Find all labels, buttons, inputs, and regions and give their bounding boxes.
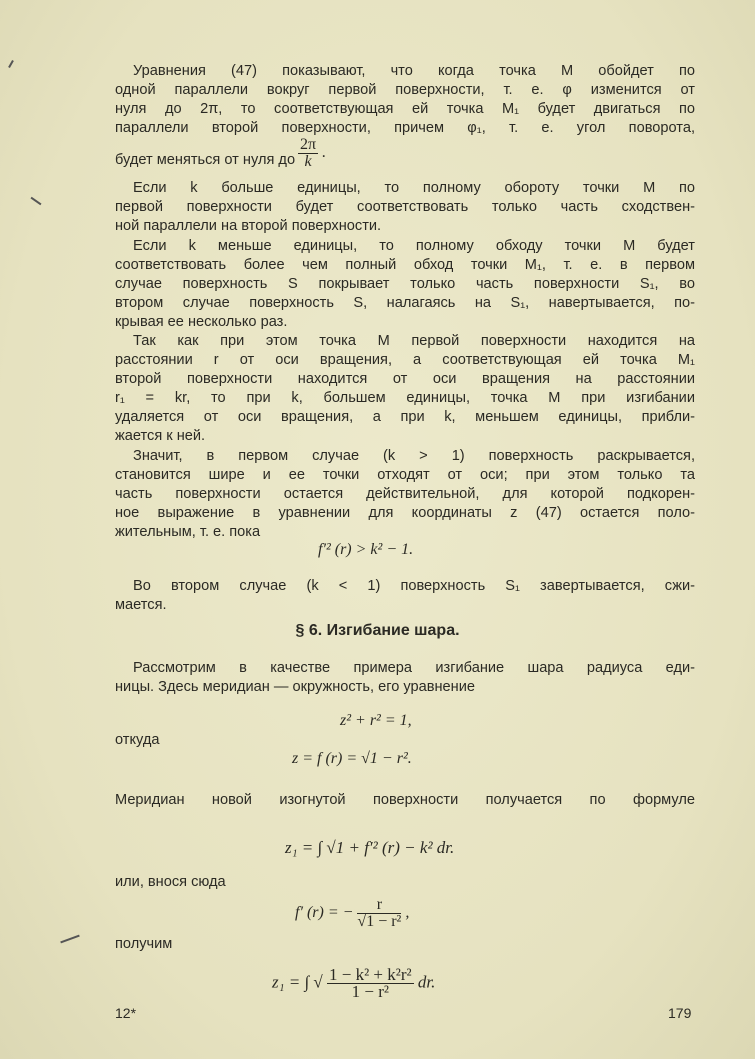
fraction-2pi-over-k (298, 137, 326, 170)
page-number: 179 (668, 1005, 692, 1021)
text-line: Уравнения (47) показывают, что когда точка M обойдет по (133, 63, 695, 79)
fraction-numerator: 2π (300, 136, 317, 153)
formula-z1-final (272, 967, 435, 1000)
formula-inequality: f′² (r) > k² − 1. (318, 541, 414, 558)
fraction-denominator: √1 − r² (357, 913, 402, 930)
text-line: первой поверхности будет соответствовать только часть сходствен- (115, 199, 695, 215)
fraction-numerator: r (357, 897, 401, 914)
fraction-numerator: 1 − k² + k²r² (328, 965, 412, 984)
text-line: часть поверхности остается действительной, для которой подкорен- (115, 486, 695, 502)
formula-z1: z₁ = ∫ √1 + f′² (r) − k² dr. (285, 838, 455, 857)
text-line: Рассмотрим в качестве примера изгибание шара радиуса еди- (133, 660, 695, 676)
text-line: становится шире и ее точки отходят от оси; при этом только та (115, 467, 695, 483)
text-line: ное выражение в уравнении для координаты z (47) остается поло- (115, 505, 695, 521)
fraction-denominator: k (304, 153, 312, 170)
text-line: Так как при этом точка M первой поверхности находится на (133, 333, 695, 349)
section-heading: § 6. Изгибание шара. (295, 622, 460, 639)
formula-tail: dr. (417, 972, 436, 992)
text-line: Во втором случае (k < 1) поверхность S₁ завертывается, сжи- (133, 578, 695, 594)
text-line: ной параллели на второй поверхности. (115, 218, 382, 234)
formula-lhs: z₁ = ∫ √ (272, 972, 323, 992)
formula-z: z = f (r) = √1 − r². (292, 750, 412, 767)
text-line: ницы. Здесь меридиан — окружность, его уравнение (115, 679, 475, 695)
text-line: параллели второй поверхности, причем φ₁, т. е. угол поворота, (115, 120, 695, 136)
text-line: Если k меньше единицы, то полному обходу точки M будет (133, 238, 695, 254)
text-line: Меридиан новой изогнутой поверхности получается по формуле (115, 792, 695, 808)
text-line: расстоянии r от оси вращения, а соответствующая ей точка M₁ (115, 352, 695, 368)
formula-sphere: z² + r² = 1, (340, 712, 412, 729)
formula-tail: , (405, 904, 410, 922)
formula-derivative (295, 897, 409, 930)
text-line: жается к ней. (115, 428, 206, 444)
text-line: будет меняться от нуля до (115, 152, 296, 168)
text-line: откуда (115, 732, 160, 748)
text-line: втором случае поверхность S, налагаясь на S₁, навертывается, по- (115, 295, 695, 311)
text-line: нуля до 2π, то соответствующая ей точка M₁ будет двигаться по (115, 101, 695, 117)
text-line: соответствовать более чем полный обход точки M₁, т. е. в первом (115, 257, 695, 273)
text-line: Значит, в первом случае (k > 1) поверхность раскрывается, (133, 448, 695, 464)
text-line: r₁ = kr, то при k, большем единицы, точка M при изгибании (115, 390, 695, 406)
text-line: получим (115, 936, 173, 952)
formula-lhs: f′ (r) = − (295, 904, 354, 922)
signature-mark: 12* (115, 1005, 137, 1021)
text-line: Если k больше единицы, то полному обороту точки M по (133, 180, 695, 196)
fraction-tail: . (322, 144, 327, 162)
text-line: удаляется от оси вращения, а при k, меньшем единицы, прибли- (115, 409, 695, 425)
text-line: или, внося сюда (115, 874, 226, 890)
text-line: мается. (115, 597, 167, 613)
text-line: второй поверхности находится от оси вращения на расстоянии (115, 371, 695, 387)
fraction-denominator: 1 − r² (351, 982, 389, 1001)
text-line: одной параллели вокруг первой поверхности, т. е. φ изменится от (115, 82, 695, 98)
text-line: крывая ее несколько раз. (115, 314, 288, 330)
text-line: жительным, т. е. пока (115, 524, 261, 540)
text-line: случае поверхность S покрывает только часть поверхности S₁, во (115, 276, 695, 292)
